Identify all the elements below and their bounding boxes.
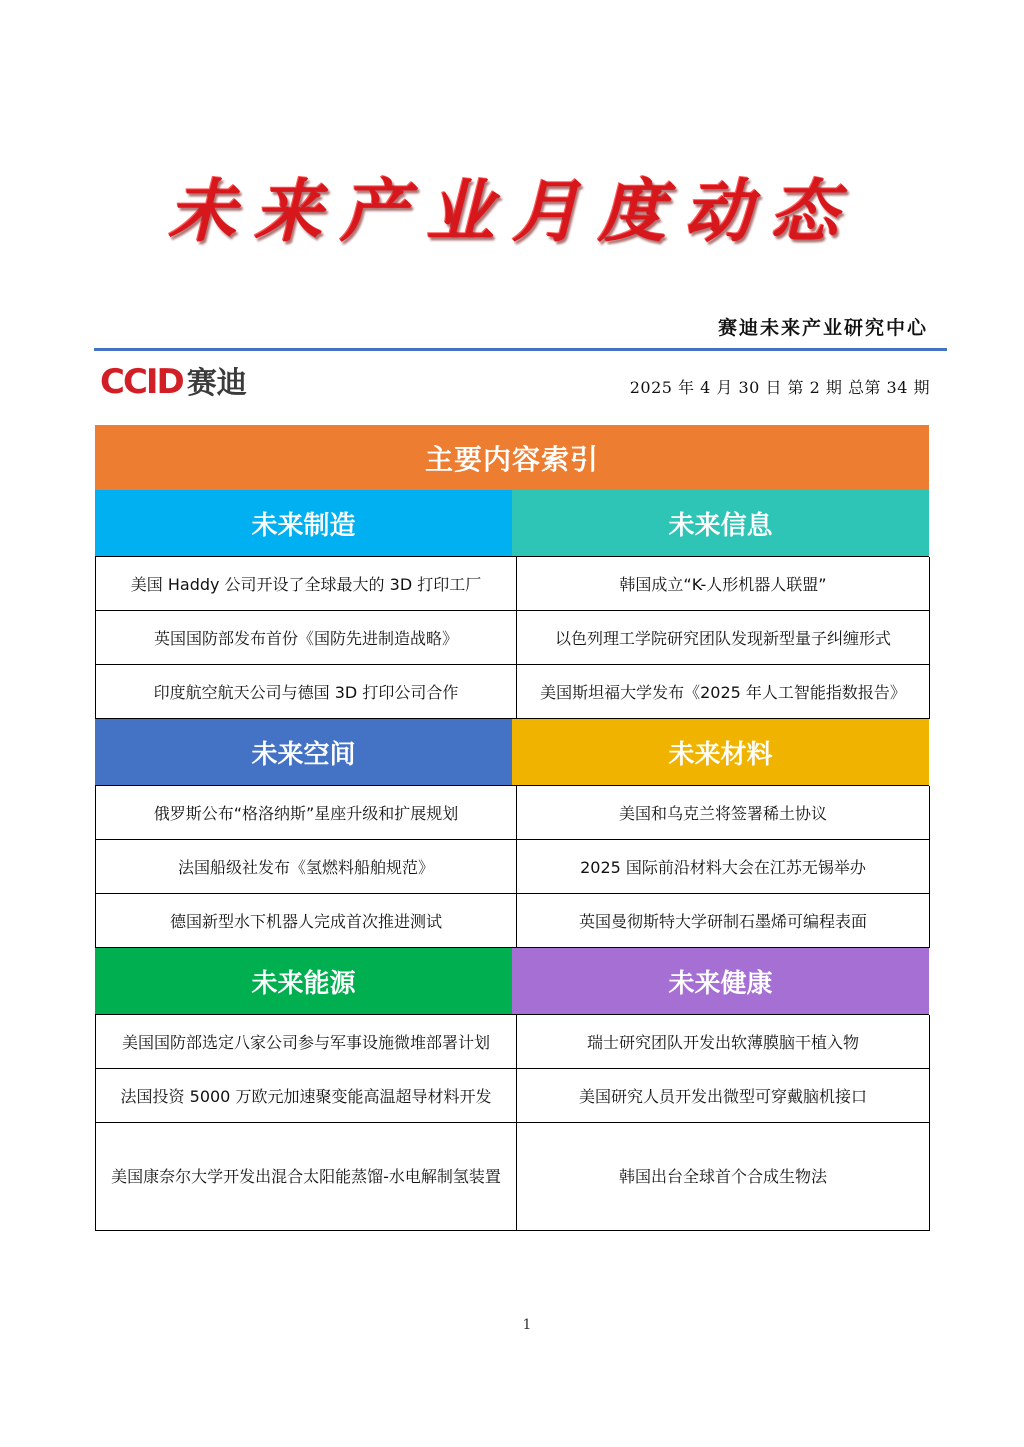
index-item: 英国曼彻斯特大学研制石墨烯可编程表面 (517, 894, 930, 948)
index-item: 美国 Haddy 公司开设了全球最大的 3D 打印工厂 (96, 557, 517, 611)
logo-brand-text: CCID (100, 362, 183, 402)
section-header-row (95, 719, 929, 785)
organization-name: 赛迪未来产业研究中心 (717, 317, 928, 339)
category-energy: 未来能源 (95, 948, 512, 1014)
index-item: 德国新型水下机器人完成首次推进测试 (96, 894, 517, 948)
category-information: 未来信息 (512, 490, 929, 556)
index-item: 美国康奈尔大学开发出混合太阳能蒸馏-水电解制氢装置 (96, 1123, 517, 1231)
section-rows (95, 785, 929, 948)
ccid-logo (100, 358, 247, 402)
index-item: 印度航空航天公司与德国 3D 打印公司合作 (96, 665, 517, 719)
page-number: 1 (522, 1317, 532, 1333)
category-manufacturing: 未来制造 (95, 490, 512, 556)
section-rows (95, 1014, 929, 1231)
index-item: 俄罗斯公布“格洛纳斯”星座升级和扩展规划 (96, 786, 517, 840)
index-item: 2025 国际前沿材料大会在江苏无锡举办 (517, 840, 930, 894)
index-title: 主要内容索引 (95, 425, 929, 490)
logo-chinese-text: 赛迪 (186, 366, 247, 401)
index-item: 美国斯坦福大学发布《2025 年人工智能指数报告》 (517, 665, 930, 719)
index-item: 美国和乌克兰将签署稀土协议 (517, 786, 930, 840)
category-health: 未来健康 (512, 948, 929, 1014)
index-item: 韩国出台全球首个合成生物法 (517, 1123, 930, 1231)
issue-line: 2025 年 4 月 30 日 第 2 期 总第 34 期 (629, 378, 930, 397)
index-item: 法国投资 5000 万欧元加速聚变能高温超导材料开发 (96, 1069, 517, 1123)
header-rule (94, 348, 947, 351)
index-item: 瑞士研究团队开发出软薄膜脑干植入物 (517, 1015, 930, 1069)
content-index (95, 425, 929, 1231)
section-header-row (95, 490, 929, 556)
index-item: 英国国防部发布首份《国防先进制造战略》 (96, 611, 517, 665)
index-item: 美国研究人员开发出微型可穿戴脑机接口 (517, 1069, 930, 1123)
index-item: 韩国成立“K-人形机器人联盟” (517, 557, 930, 611)
section-rows (95, 556, 929, 719)
index-item: 法国船级社发布《氢燃料船舶规范》 (96, 840, 517, 894)
index-item: 以色列理工学院研究团队发现新型量子纠缠形式 (517, 611, 930, 665)
section-header-row (95, 948, 929, 1014)
category-space: 未来空间 (95, 719, 512, 785)
document-title: 未来产业月度动态 (167, 172, 856, 252)
category-materials: 未来材料 (512, 719, 929, 785)
index-item: 美国国防部选定八家公司参与军事设施微堆部署计划 (96, 1015, 517, 1069)
